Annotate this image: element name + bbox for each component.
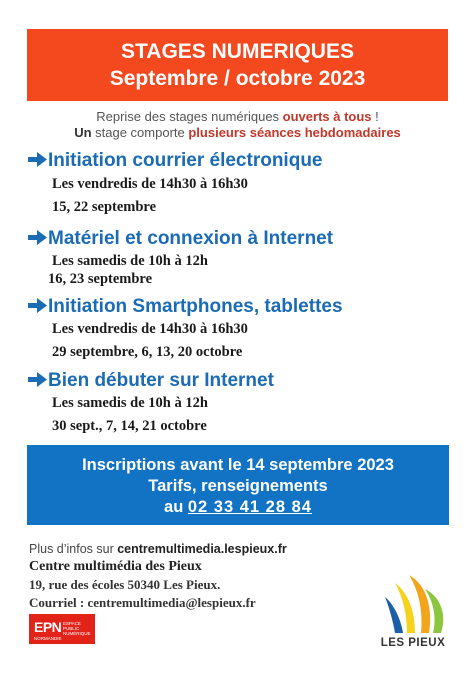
inscriptions-info: Tarifs, renseignements xyxy=(148,477,328,495)
epn-subtext-2: PUBLIC xyxy=(63,626,80,631)
intro-line-1 xyxy=(27,109,448,125)
epn-logo-subtext xyxy=(63,621,91,636)
intro-emphasis: Un xyxy=(74,125,92,140)
right-arrow-icon xyxy=(28,229,48,251)
course-4 xyxy=(28,370,274,436)
phone-number-link[interactable]: 02 33 41 28 84 xyxy=(187,498,312,516)
inscriptions-deadline: Inscriptions avant le 14 septembre 2023 xyxy=(82,456,394,474)
course-schedule: Les samedis de 10h à 12h xyxy=(52,253,208,269)
page-title: STAGES NUMERIQUES xyxy=(121,40,354,63)
intro-line-2 xyxy=(27,125,448,141)
course-schedule: Les vendredis de 14h30 à 16h30 xyxy=(52,176,248,192)
more-info-line xyxy=(29,541,287,558)
course-3 xyxy=(28,296,343,362)
course-title-text: Matériel et connexion à Internet xyxy=(48,228,334,249)
center-name: Centre multimédia des Pieux xyxy=(29,559,202,574)
epn-subtext-1: ESPACE xyxy=(63,621,81,626)
header-banner xyxy=(27,29,448,101)
town-name: LES PIEUX xyxy=(380,637,446,649)
epn-logo-text: EPN xyxy=(34,619,62,635)
contact-info xyxy=(29,541,287,612)
course-title-text: Initiation Smartphones, tablettes xyxy=(48,296,343,317)
intro-emphasis: ouverts à tous xyxy=(282,109,372,124)
epn-subtext-3: NUMÉRIQUE xyxy=(63,631,91,636)
course-title-text: Initiation courrier électronique xyxy=(48,150,323,171)
center-address: 19, rue des écoles 50340 Les Pieux. xyxy=(29,577,221,592)
course-title xyxy=(28,370,274,393)
phone-prefix: au xyxy=(164,498,188,516)
course-title xyxy=(28,150,323,173)
course-dates: 15, 22 septembre xyxy=(52,199,157,215)
les-pieux-logo xyxy=(375,575,451,653)
course-dates: 29 septembre, 6, 13, 20 octobre xyxy=(52,344,243,360)
course-schedule: Les samedis de 10h à 12h xyxy=(52,395,208,411)
course-2 xyxy=(28,228,333,289)
intro-text-part: ! xyxy=(371,109,379,124)
intro-text xyxy=(27,109,448,141)
course-title-text: Bien débuter sur Internet xyxy=(48,370,274,391)
course-1 xyxy=(28,150,323,217)
sails-icon xyxy=(375,575,451,635)
intro-emphasis: plusieurs séances hebdomadaires xyxy=(188,125,401,140)
website-link[interactable]: centremultimedia.lespieux.fr xyxy=(117,542,287,556)
right-arrow-icon xyxy=(28,371,48,393)
more-info-prefix: Plus d’infos sur xyxy=(29,542,118,556)
course-title xyxy=(28,296,343,319)
inscriptions-box xyxy=(27,445,449,525)
epn-region: NORMANDIE xyxy=(34,636,62,641)
course-dates: 30 sept., 7, 14, 21 octobre xyxy=(52,418,207,434)
right-arrow-icon xyxy=(28,151,48,173)
intro-text-part: stage comporte xyxy=(91,125,189,140)
course-dates: 16, 23 septembre xyxy=(48,271,153,287)
email-line[interactable]: Courriel : centremultimedia@lespieux.fr xyxy=(29,595,256,610)
right-arrow-icon xyxy=(28,297,48,319)
inscriptions-phone-line xyxy=(27,497,449,518)
page-subtitle: Septembre / octobre 2023 xyxy=(109,67,366,90)
intro-text-part: Reprise des stages numériques xyxy=(96,109,283,124)
course-title xyxy=(28,228,333,251)
epn-logo xyxy=(29,614,95,644)
course-schedule: Les vendredis de 14h30 à 16h30 xyxy=(52,321,248,337)
